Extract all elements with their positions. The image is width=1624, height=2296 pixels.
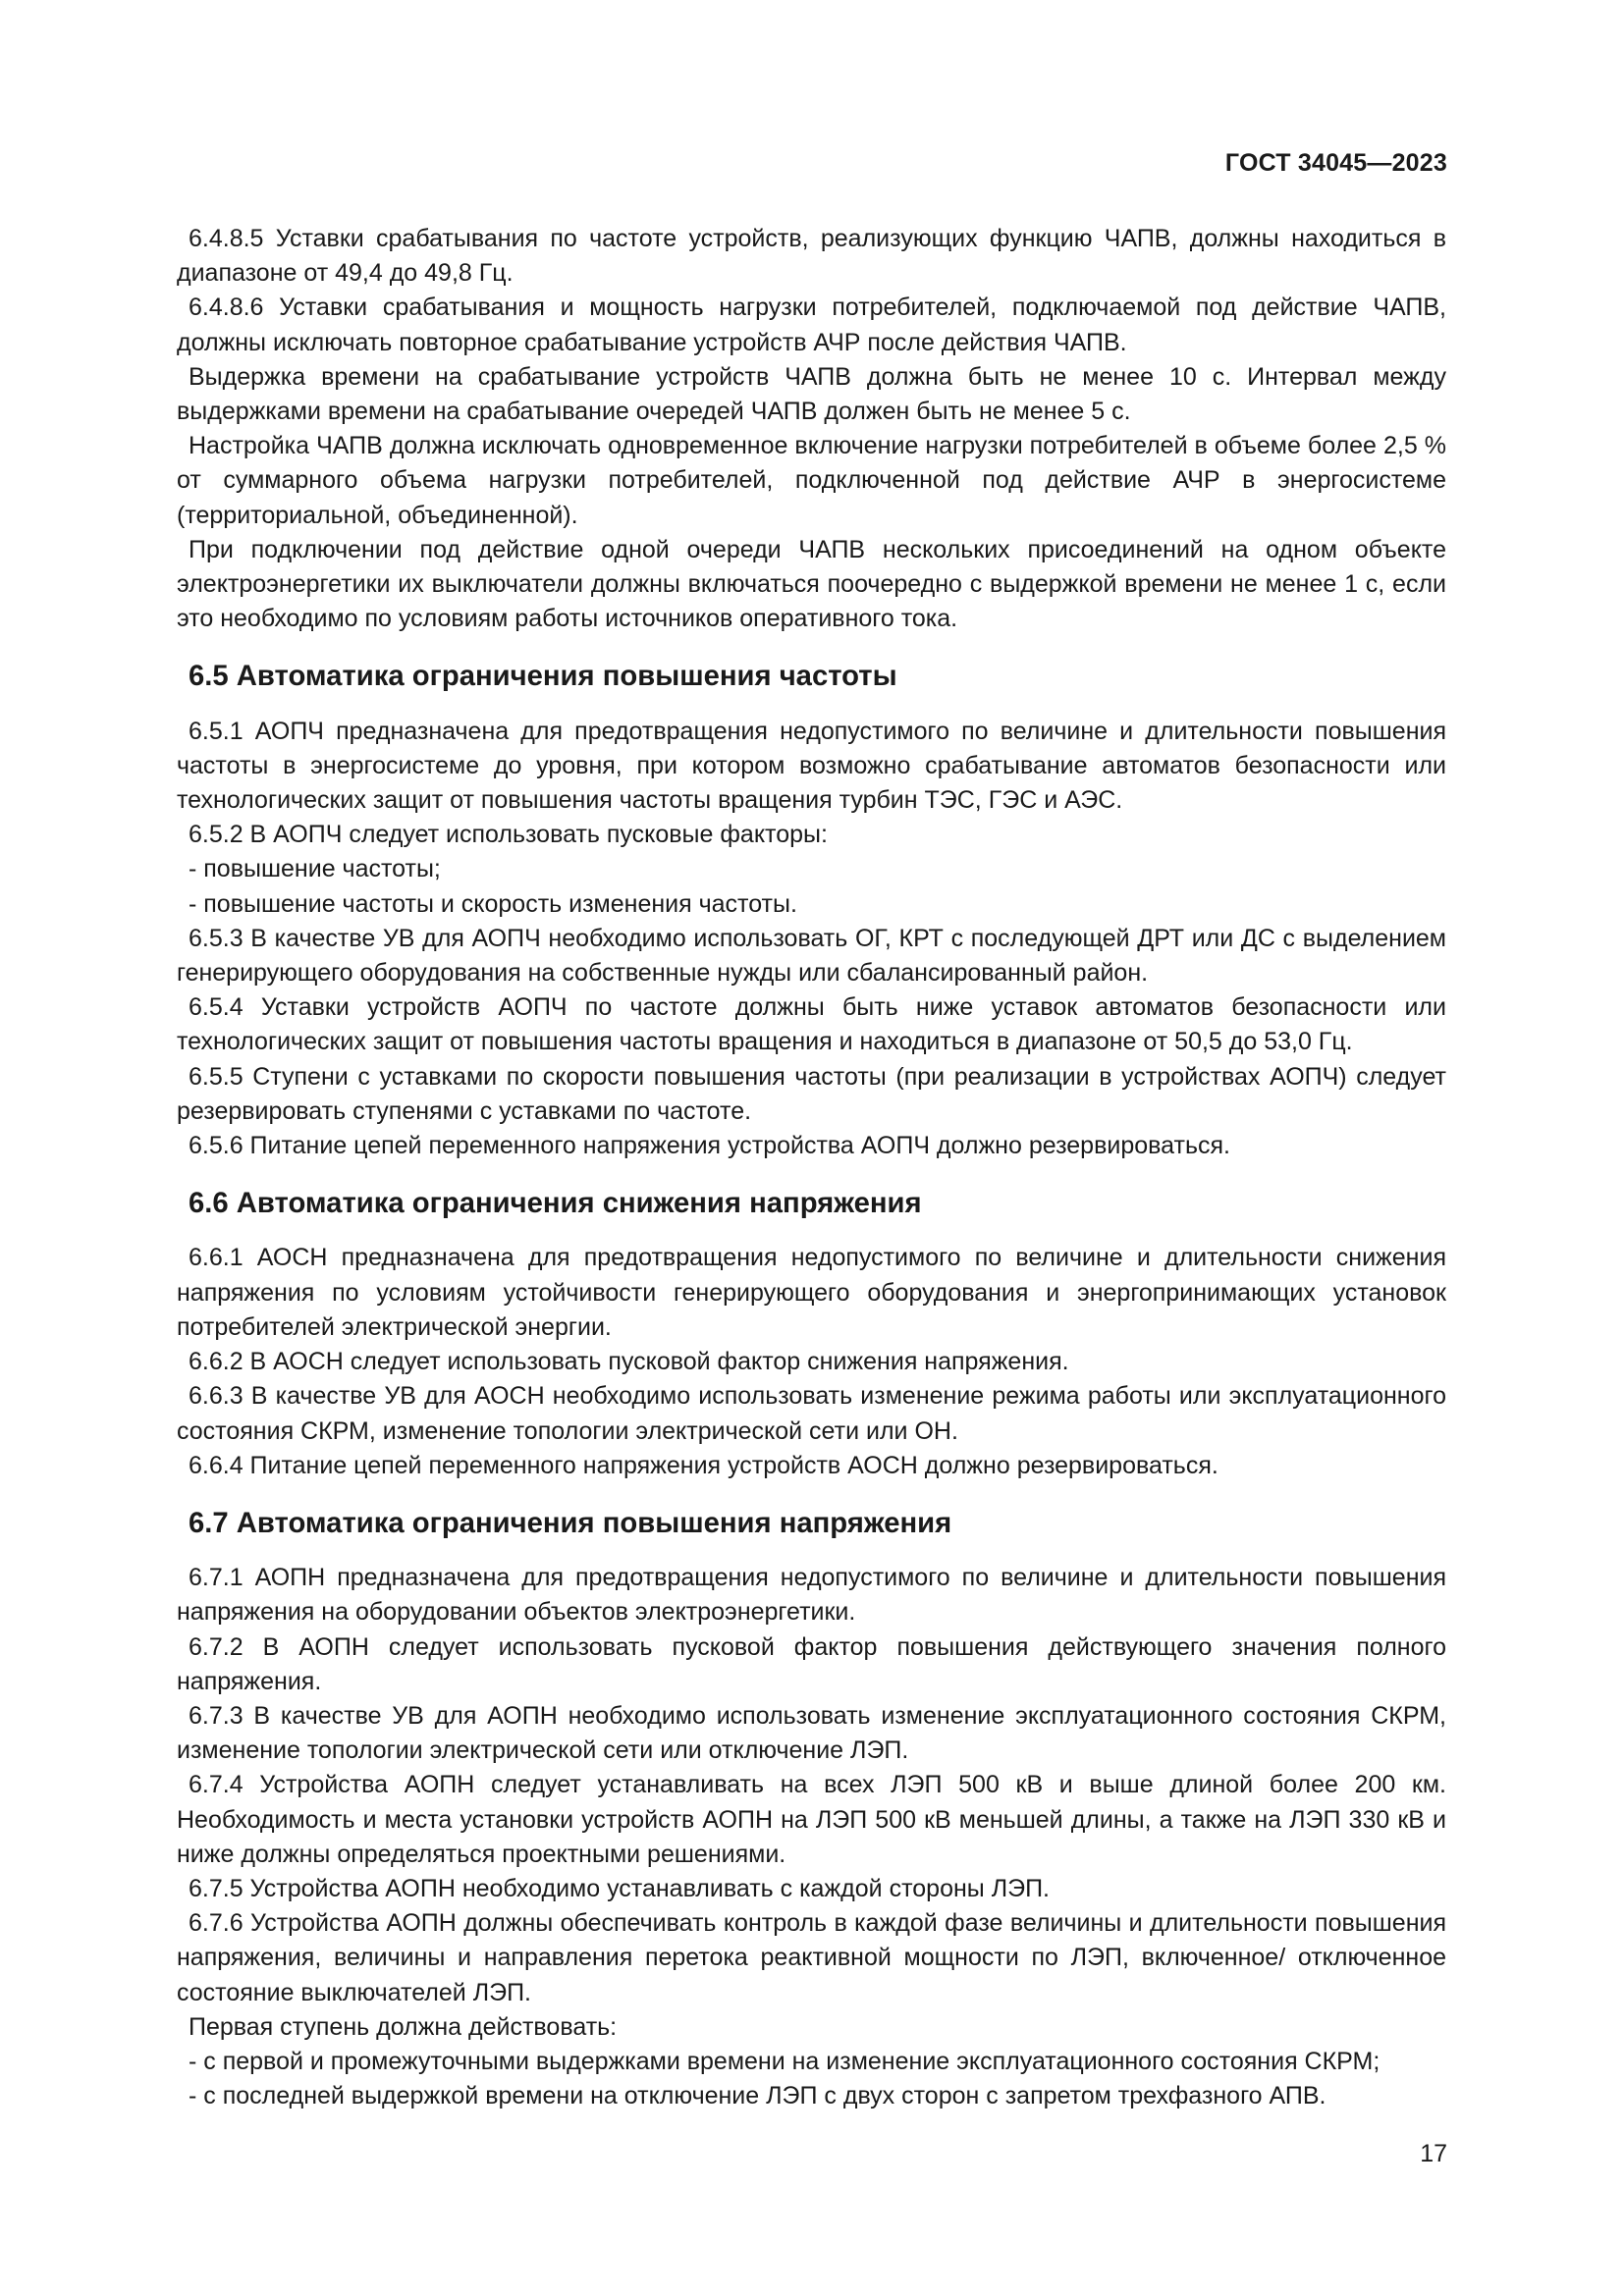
paragraph: 6.5.2 В АОПЧ следует использовать пусковые факторы:: [189, 821, 828, 849]
paragraph: 6.5.5 Ступени с уставками по скорости повышения частоты (при реализации в устройствах АОПЧ) следует резервировать ступенями с уставками по частоте.: [177, 1062, 1446, 1125]
section-heading-6-7: 6.7 Автоматика ограничения повышения напряжения: [189, 1507, 952, 1539]
paragraph: 6.5.1 АОПЧ предназначена для предотвращения недопустимого по величине и длительности повышения частоты в энергосистеме до уровня, при котором возможно срабатывание автоматов безопасности или технологических защит от повышения частоты вращения турбин ТЭС, ГЭС и АЭС.: [177, 717, 1446, 815]
paragraph: 6.5.6 Питание цепей переменного напряжения устройства АОПЧ должно резервироваться.: [189, 1132, 1230, 1160]
paragraph: 6.6.1 АОСН предназначена для предотвращения недопустимого по величине и длительности снижения напряжения по условиям устойчивости генерирующего оборудования и энергопринимающих установок потребителей электрической энергии.: [177, 1244, 1446, 1341]
paragraph: 6.7.5 Устройства АОПН необходимо устанавливать с каждой стороны ЛЭП.: [189, 1874, 1050, 1902]
paragraph: 6.5.3 В качестве УВ для АОПЧ необходимо использовать ОГ, КРТ с последующей ДРТ или ДС с выделением генерирующего оборудования на собственные нужды или сбалансированный район.: [177, 924, 1446, 988]
section-heading-6-6: 6.6 Автоматика ограничения снижения напряжения: [189, 1188, 922, 1220]
document-body: [177, 222, 1446, 2113]
list-item: - повышение частоты и скорость изменения частоты.: [189, 889, 797, 918]
paragraph: 6.7.3 В качестве УВ для АОПН необходимо использовать изменение эксплуатационного состояния СКРМ, изменение топологии электрической сети или отключение ЛЭП.: [177, 1701, 1446, 1765]
paragraph: 6.7.4 Устройства АОПН следует устанавливать на всех ЛЭП 500 кВ и выше длиной более 200 км. Необходимость и места установки устройств АОПН на ЛЭП 500 кВ меньшей длины, а также на ЛЭП 330 кВ и ниже должны определяться проектными решениями.: [177, 1771, 1446, 1868]
list-item: - повышение частоты;: [189, 855, 441, 883]
paragraph: Первая ступень должна действовать:: [189, 2012, 618, 2041]
section-heading-6-5: 6.5 Автоматика ограничения повышения частоты: [189, 661, 897, 693]
paragraph: Выдержка времени на срабатывание устройств ЧАПВ должна быть не менее 10 с. Интервал между выдержками времени на срабатывание очередей ЧАПВ должен быть не менее 5 с.: [177, 362, 1446, 426]
paragraph: 6.6.4 Питание цепей переменного напряжения устройств АОСН должно резервироваться.: [189, 1451, 1218, 1479]
paragraph: Настройка ЧАПВ должна исключать одновременное включение нагрузки потребителей в объеме более 2,5 % от суммарного объема нагрузки потребителей, подключенной под действие АЧР в энергосистеме (территориальной, объединенной).: [177, 432, 1446, 529]
paragraph: 6.5.4 Уставки устройств АОПЧ по частоте должны быть ниже уставок автоматов безопасности или технологических защит от повышения частоты вращения и находиться в диапазоне от 50,5 до 53,0 Гц.: [177, 993, 1446, 1056]
paragraph: 6.4.8.5 Уставки срабатывания по частоте устройств, реализующих функцию ЧАПВ, должны находиться в диапазоне от 49,4 до 49,8 Гц.: [177, 225, 1446, 288]
paragraph: 6.6.2 В АОСН следует использовать пусковой фактор снижения напряжения.: [189, 1348, 1069, 1376]
paragraph: 6.7.1 АОПН предназначена для предотвращения недопустимого по величине и длительности повышения напряжения на оборудовании объектов электроэнергетики.: [177, 1564, 1446, 1627]
paragraph: 6.7.6 Устройства АОПН должны обеспечивать контроль в каждой фазе величины и длительности повышения напряжения, величины и направления перетока реактивной мощности по ЛЭП, включенное/ отключенное состояние выключателей ЛЭП.: [177, 1909, 1446, 2006]
paragraph: При подключении под действие одной очереди ЧАПВ нескольких присоединений на одном объекте электроэнергетики их выключатели должны включаться поочередно с выдержкой времени не менее 1 с, если это необходимо по условиям работы источников оперативного тока.: [177, 535, 1446, 633]
page-number: 17: [1420, 2140, 1447, 2167]
paragraph: 6.6.3 В качестве УВ для АОСН необходимо использовать изменение режима работы или эксплуатационного состояния СКРМ, изменение топологии электрической сети или ОН.: [177, 1382, 1446, 1445]
document-code: ГОСТ 34045—2023: [1224, 149, 1447, 177]
list-item: - с первой и промежуточными выдержками времени на изменение эксплуатационного состояния СКРМ;: [189, 2047, 1380, 2075]
paragraph: 6.4.8.6 Уставки срабатывания и мощность нагрузки потребителей, подключаемой под действие ЧАПВ, должны исключать повторное срабатывание устройств АЧР после действия ЧАПВ.: [177, 294, 1446, 356]
list-item: - с последней выдержкой времени на отключение ЛЭП с двух сторон с запретом трехфазного АПВ.: [189, 2082, 1326, 2110]
paragraph: 6.7.2 В АОПН следует использовать пусковой фактор повышения действующего значения полного напряжения.: [177, 1632, 1446, 1695]
